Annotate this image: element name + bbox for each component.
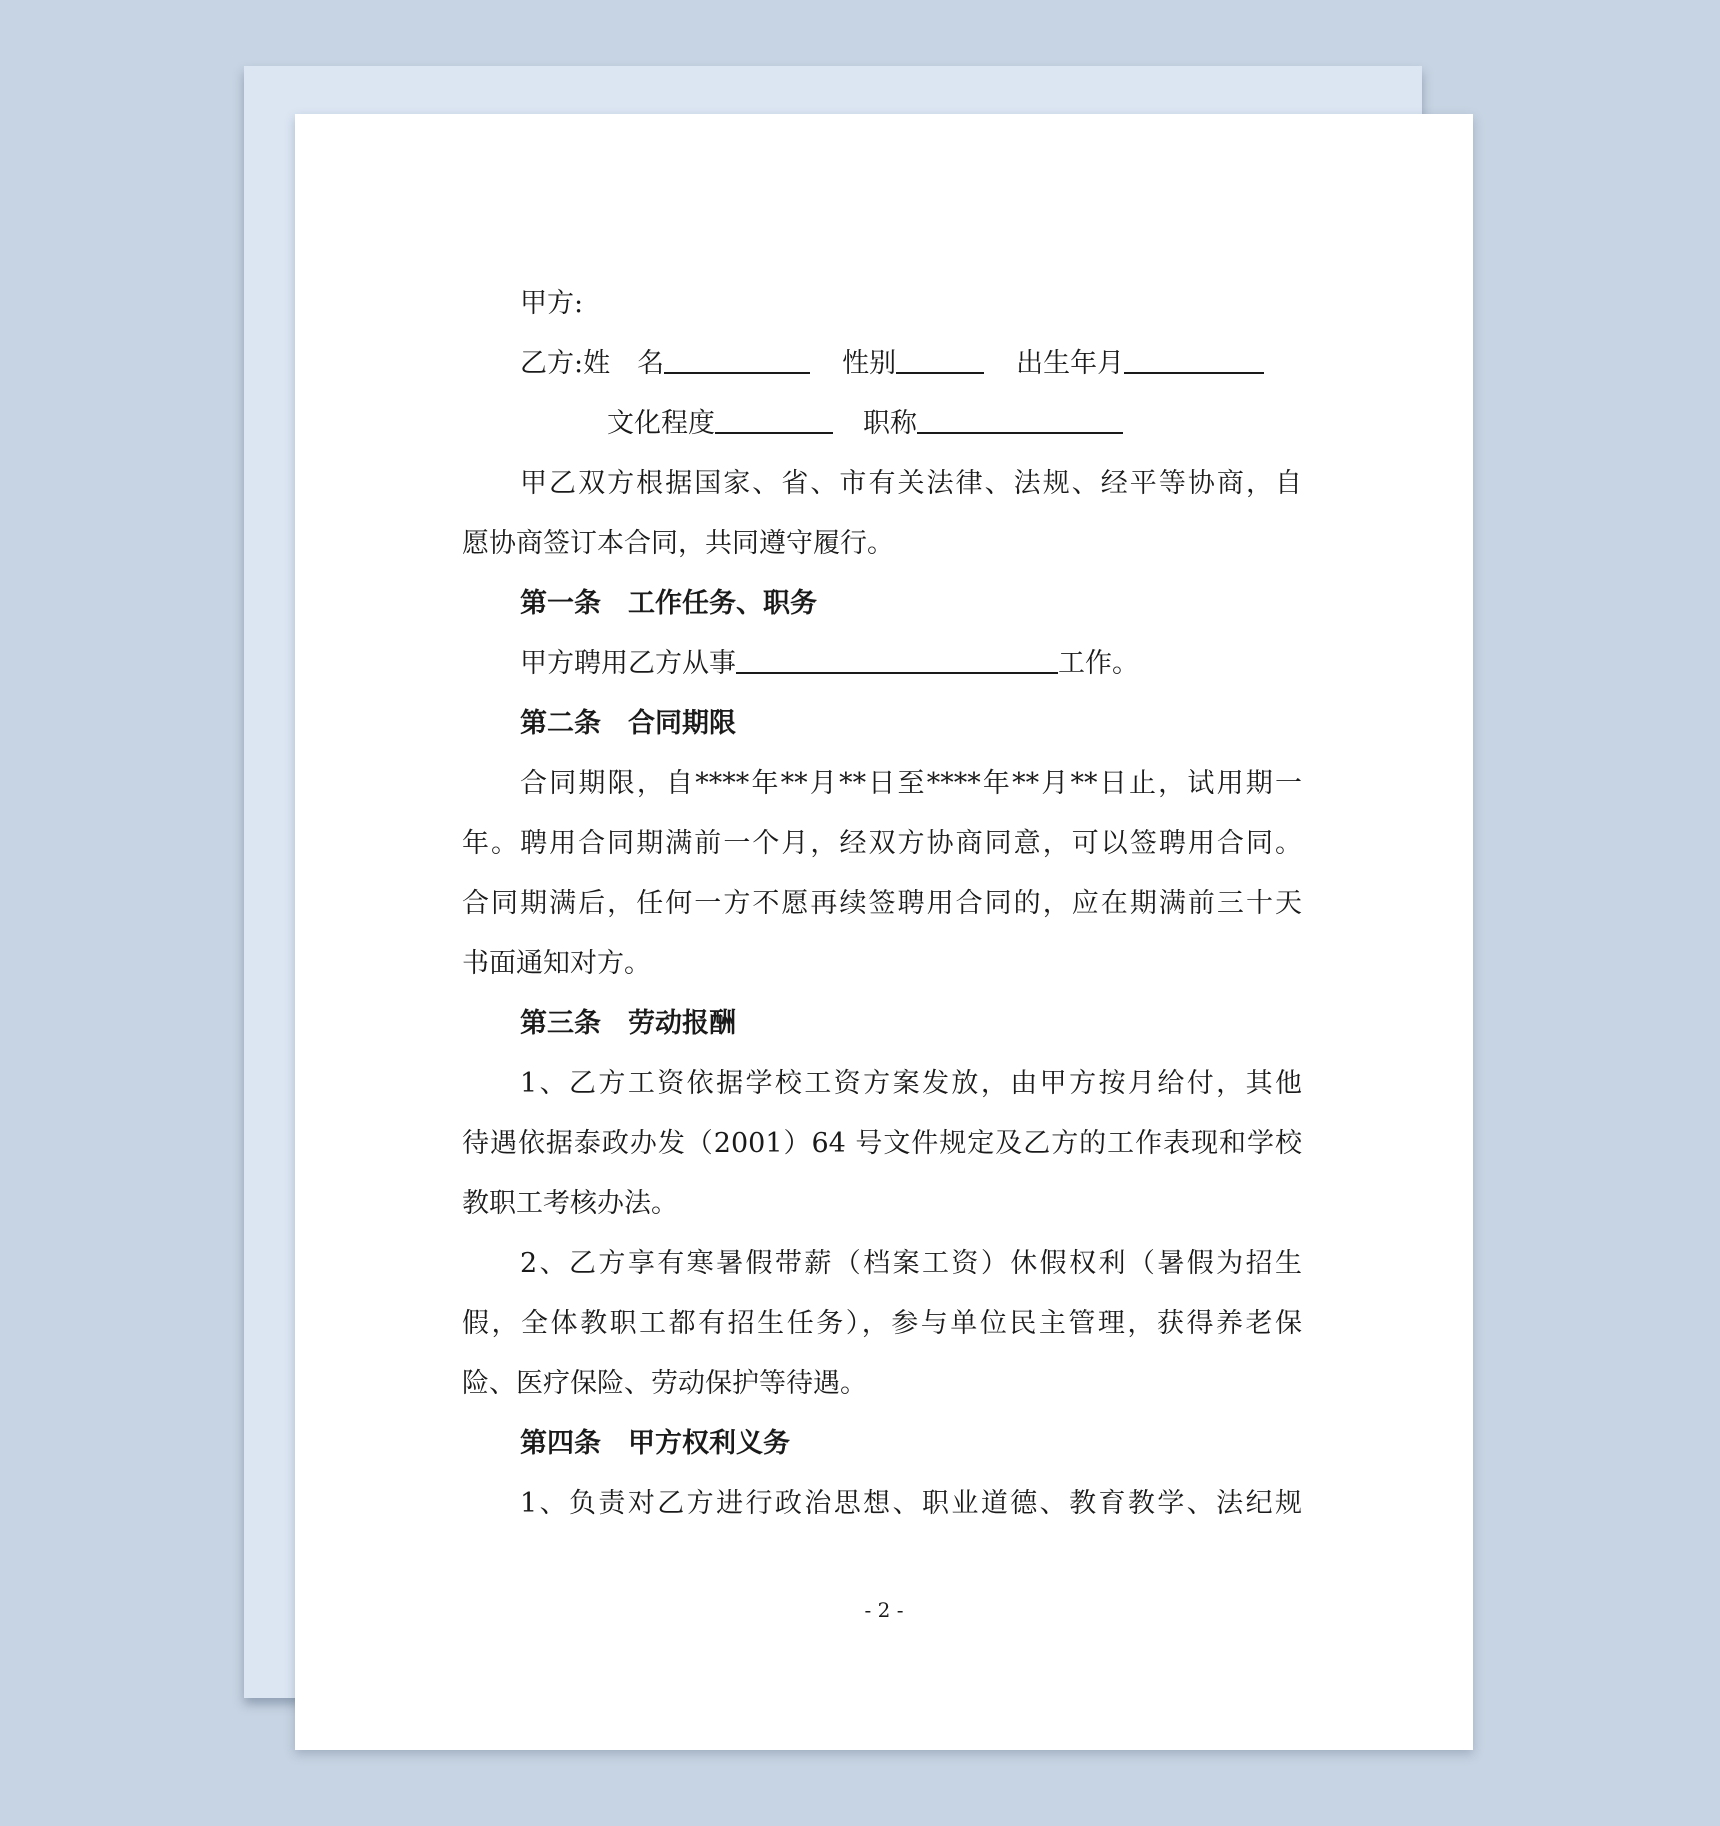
party-a-line	[462, 274, 1302, 334]
party-b-label: 乙方:	[520, 348, 584, 379]
paragraph-line: 甲乙双方根据国家、省、市有关法律、法规、经平等协商，自	[520, 468, 1302, 499]
education-label: 文化程度	[607, 408, 715, 439]
article-heading: 第一条 工作任务、职务	[520, 588, 817, 619]
paragraph-line: 1、乙方工资依据学校工资方案发放，由甲方按月给付，其他	[520, 1068, 1302, 1099]
birth-label: 出生年月	[1016, 348, 1125, 379]
paragraph-line: 愿协商签订本合同，共同遵守履行。	[462, 528, 894, 559]
article1-prefix: 甲方聘用乙方从事	[520, 648, 736, 679]
gender-blank[interactable]	[896, 352, 984, 374]
paragraph-line: 合同期满后，任何一方不愿再续签聘用合同的，应在期满前三十天	[462, 888, 1302, 919]
document-page	[295, 114, 1473, 1750]
page-number: - 2 -	[864, 1598, 904, 1622]
article-heading: 第三条 劳动报酬	[520, 1008, 736, 1039]
paragraph-line: 险、医疗保险、劳动保护等待遇。	[462, 1368, 867, 1399]
article1-suffix: 工作。	[1058, 648, 1139, 679]
paragraph-line: 待遇依据泰政办发（2001）64 号文件规定及乙方的工作表现和学校	[462, 1128, 1302, 1159]
title-blank[interactable]	[917, 412, 1123, 434]
name-blank[interactable]	[664, 352, 810, 374]
paragraph-line: 年。聘用合同期满前一个月，经双方协商同意，可以签聘用合同。	[462, 828, 1302, 859]
article-heading: 第四条 甲方权利义务	[520, 1428, 790, 1459]
party-b-line	[462, 334, 1302, 394]
paragraph-line: 合同期限，自****年**月**日至****年**月**日止，试用期一	[520, 768, 1302, 799]
paragraph-line: 2、乙方享有寒暑假带薪（档案工资）休假权利（暑假为招生	[520, 1248, 1302, 1279]
article-heading: 第二条 合同期限	[520, 708, 736, 739]
paragraph-line: 教职工考核办法。	[462, 1188, 678, 1219]
title-label: 职称	[863, 408, 917, 439]
education-blank[interactable]	[715, 412, 833, 434]
gender-label: 性别	[842, 348, 897, 379]
birth-blank[interactable]	[1124, 352, 1264, 374]
job-blank[interactable]	[736, 652, 1058, 674]
contract-body	[462, 274, 1302, 1534]
article1-body	[462, 634, 1302, 694]
paragraph-line: 假，全体教职工都有招生任务），参与单位民主管理，获得养老保	[462, 1308, 1302, 1339]
party-a-label: 甲方:	[520, 288, 584, 319]
paragraph-line: 书面通知对方。	[462, 948, 651, 979]
paragraph-line: 1、负责对乙方进行政治思想、职业道德、教育教学、法纪规	[520, 1488, 1302, 1519]
education-line	[462, 394, 1302, 454]
name-label: 姓 名	[583, 348, 665, 379]
